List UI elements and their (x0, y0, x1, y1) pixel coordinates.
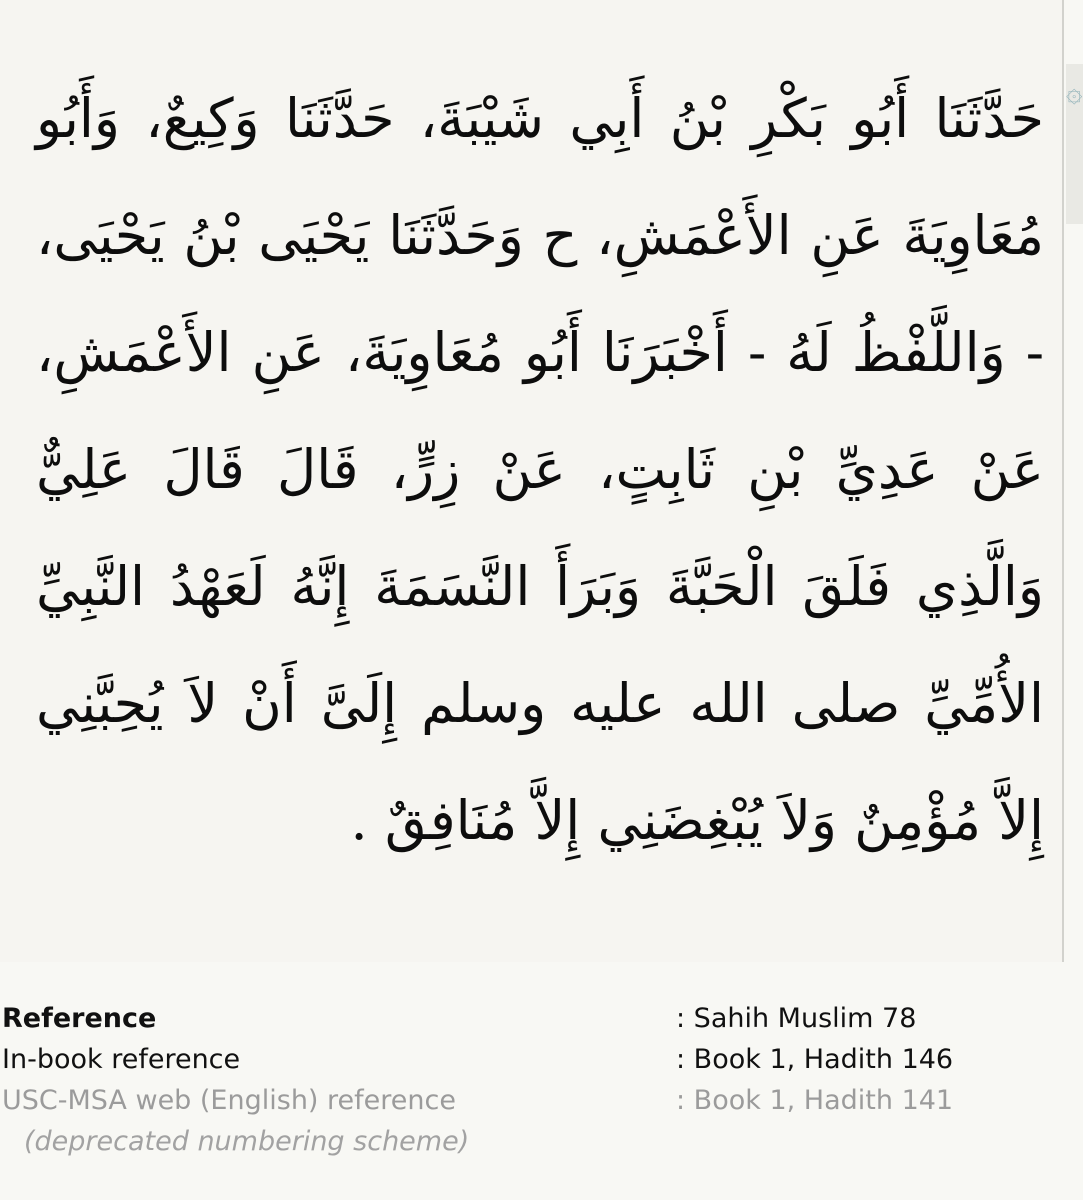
arabic-hadith-text: حَدَّثَنَا أَبُو بَكْرِ بْنُ أَبِي شَيْبَةَ، حَدَّثَنَا وَكِيعٌ، وَأَبُو مُعَاوِيَةَ عَنِ الأَعْمَشِ، ح وَحَدَّثَنَا يَحْيَى بْنُ يَحْيَى، - وَاللَّفْظُ لَهُ - أَخْبَرَنَا أَبُو مُعَاوِيَةَ، عَنِ الأَعْمَشِ، عَنْ عَدِيِّ بْنِ ثَابِتٍ، عَنْ زِرٍّ، قَالَ قَالَ عَلِيٌّ وَالَّذِي فَلَقَ الْحَبَّةَ وَبَرَأَ النَّسَمَةَ إِنَّهُ لَعَهْدُ النَّبِيِّ الأُمِّيِّ صلى الله عليه وسلم إِلَىَّ أَنْ لاَ يُحِبَّنِي إِلاَّ مُؤْمِنٌ وَلاَ يُبْغِضَنِي إِلاَّ مُنَافِقٌ . (36, 87, 1044, 852)
in-book-reference-value: : Book 1, Hadith 146 (676, 1044, 954, 1075)
usc-msa-reference-label: USC-MSA web (English) reference (2, 1085, 456, 1116)
reference-row (0, 998, 1083, 1039)
usc-msa-reference-row (0, 1080, 1083, 1121)
ornament-icon: ۞ (1066, 75, 1083, 108)
reference-label: Reference (2, 1003, 157, 1034)
reference-value: : Sahih Muslim 78 (676, 1003, 917, 1034)
reference-table (0, 998, 1083, 1162)
usc-msa-reference-value: : Book 1, Hadith 141 (676, 1085, 954, 1116)
deprecated-numbering-note: (deprecated numbering scheme) (24, 1126, 470, 1157)
deprecated-note-row (0, 1121, 1083, 1162)
in-book-reference-row (0, 1039, 1083, 1080)
in-book-reference-label: In-book reference (2, 1044, 241, 1075)
